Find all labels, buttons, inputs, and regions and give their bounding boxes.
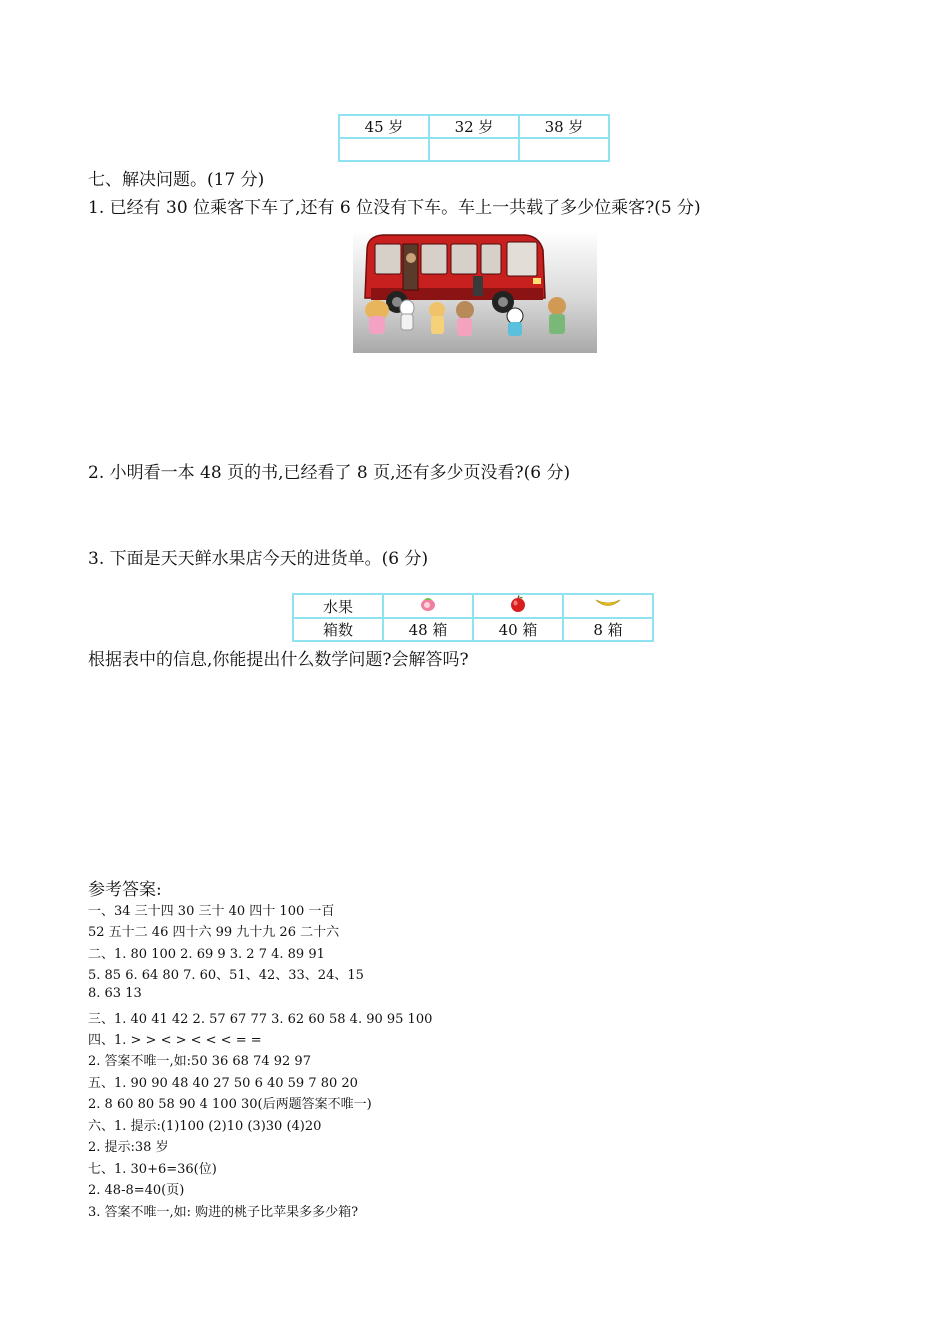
answer-line-10: 2. 8 60 80 58 90 4 100 30(后两题答案不唯一) xyxy=(88,1097,372,1112)
answer-line-4: 5. 85 6. 64 80 7. 60、51、42、33、24、15 xyxy=(88,968,364,983)
age-cell-1: 45 岁 xyxy=(339,115,429,138)
question-2: 2. 小明看一本 48 页的书,已经看了 8 页,还有多少页没看?(6 分) xyxy=(88,463,571,483)
answer-line-13: 七、1. 30+6=36(位) xyxy=(88,1162,217,1177)
box-count-apple: 40 箱 xyxy=(473,618,563,641)
box-count-peach: 48 箱 xyxy=(383,618,473,641)
answer-line-12: 2. 提示:38 岁 xyxy=(88,1140,169,1155)
answer-line-14: 2. 48-8=40(页) xyxy=(88,1183,185,1198)
age-answer-cell-1[interactable] xyxy=(339,138,429,161)
answer-line-8: 2. 答案不唯一,如:50 36 68 74 92 97 xyxy=(88,1054,311,1069)
fruit-cell-banana xyxy=(563,594,653,618)
answer-line-15: 3. 答案不唯一,如: 购进的桃子比苹果多多少箱? xyxy=(88,1205,359,1220)
fruit-cell-peach xyxy=(383,594,473,618)
age-table xyxy=(338,114,610,162)
answers-title: 参考答案: xyxy=(88,880,162,900)
age-cell-3: 38 岁 xyxy=(519,115,609,138)
answer-line-2: 52 五十二 46 四十六 99 九十九 26 二十六 xyxy=(88,925,340,940)
question-3: 3. 下面是天天鲜水果店今天的进货单。(6 分) xyxy=(88,549,429,569)
apple-icon xyxy=(509,595,527,613)
age-answer-cell-2[interactable] xyxy=(429,138,519,161)
answer-line-11: 六、1. 提示:(1)100 (2)10 (3)30 (4)20 xyxy=(88,1119,322,1134)
bus-illustration xyxy=(353,230,597,353)
answer-line-7: 四、1. > > < > < < < = = xyxy=(88,1033,262,1048)
answer-line-3: 二、1. 80 100 2. 69 9 3. 2 7 4. 89 91 xyxy=(88,947,325,962)
fruit-label: 水果 xyxy=(293,594,383,618)
answer-line-6: 三、1. 40 41 42 2. 57 67 77 3. 62 60 58 4. 90 95 100 xyxy=(88,1012,433,1027)
question-1: 1. 已经有 30 位乘客下车了,还有 6 位没有下车。车上一共载了多少位乘客?(5 分) xyxy=(88,198,701,218)
fruit-cell-apple xyxy=(473,594,563,618)
banana-icon xyxy=(594,597,622,611)
fruit-table xyxy=(292,593,654,642)
age-cell-2: 32 岁 xyxy=(429,115,519,138)
box-count-label: 箱数 xyxy=(293,618,383,641)
answer-line-5: 8. 63 13 xyxy=(88,986,142,1001)
answer-line-1: 一、34 三十四 30 三十 40 四十 100 一百 xyxy=(88,904,335,919)
answer-line-9: 五、1. 90 90 48 40 27 50 6 40 59 7 80 20 xyxy=(88,1076,358,1091)
section-title: 七、解决问题。(17 分) xyxy=(88,170,265,190)
age-answer-cell-3[interactable] xyxy=(519,138,609,161)
question-3-prompt: 根据表中的信息,你能提出什么数学问题?会解答吗? xyxy=(88,650,469,670)
peach-icon xyxy=(419,596,437,612)
box-count-banana: 8 箱 xyxy=(563,618,653,641)
